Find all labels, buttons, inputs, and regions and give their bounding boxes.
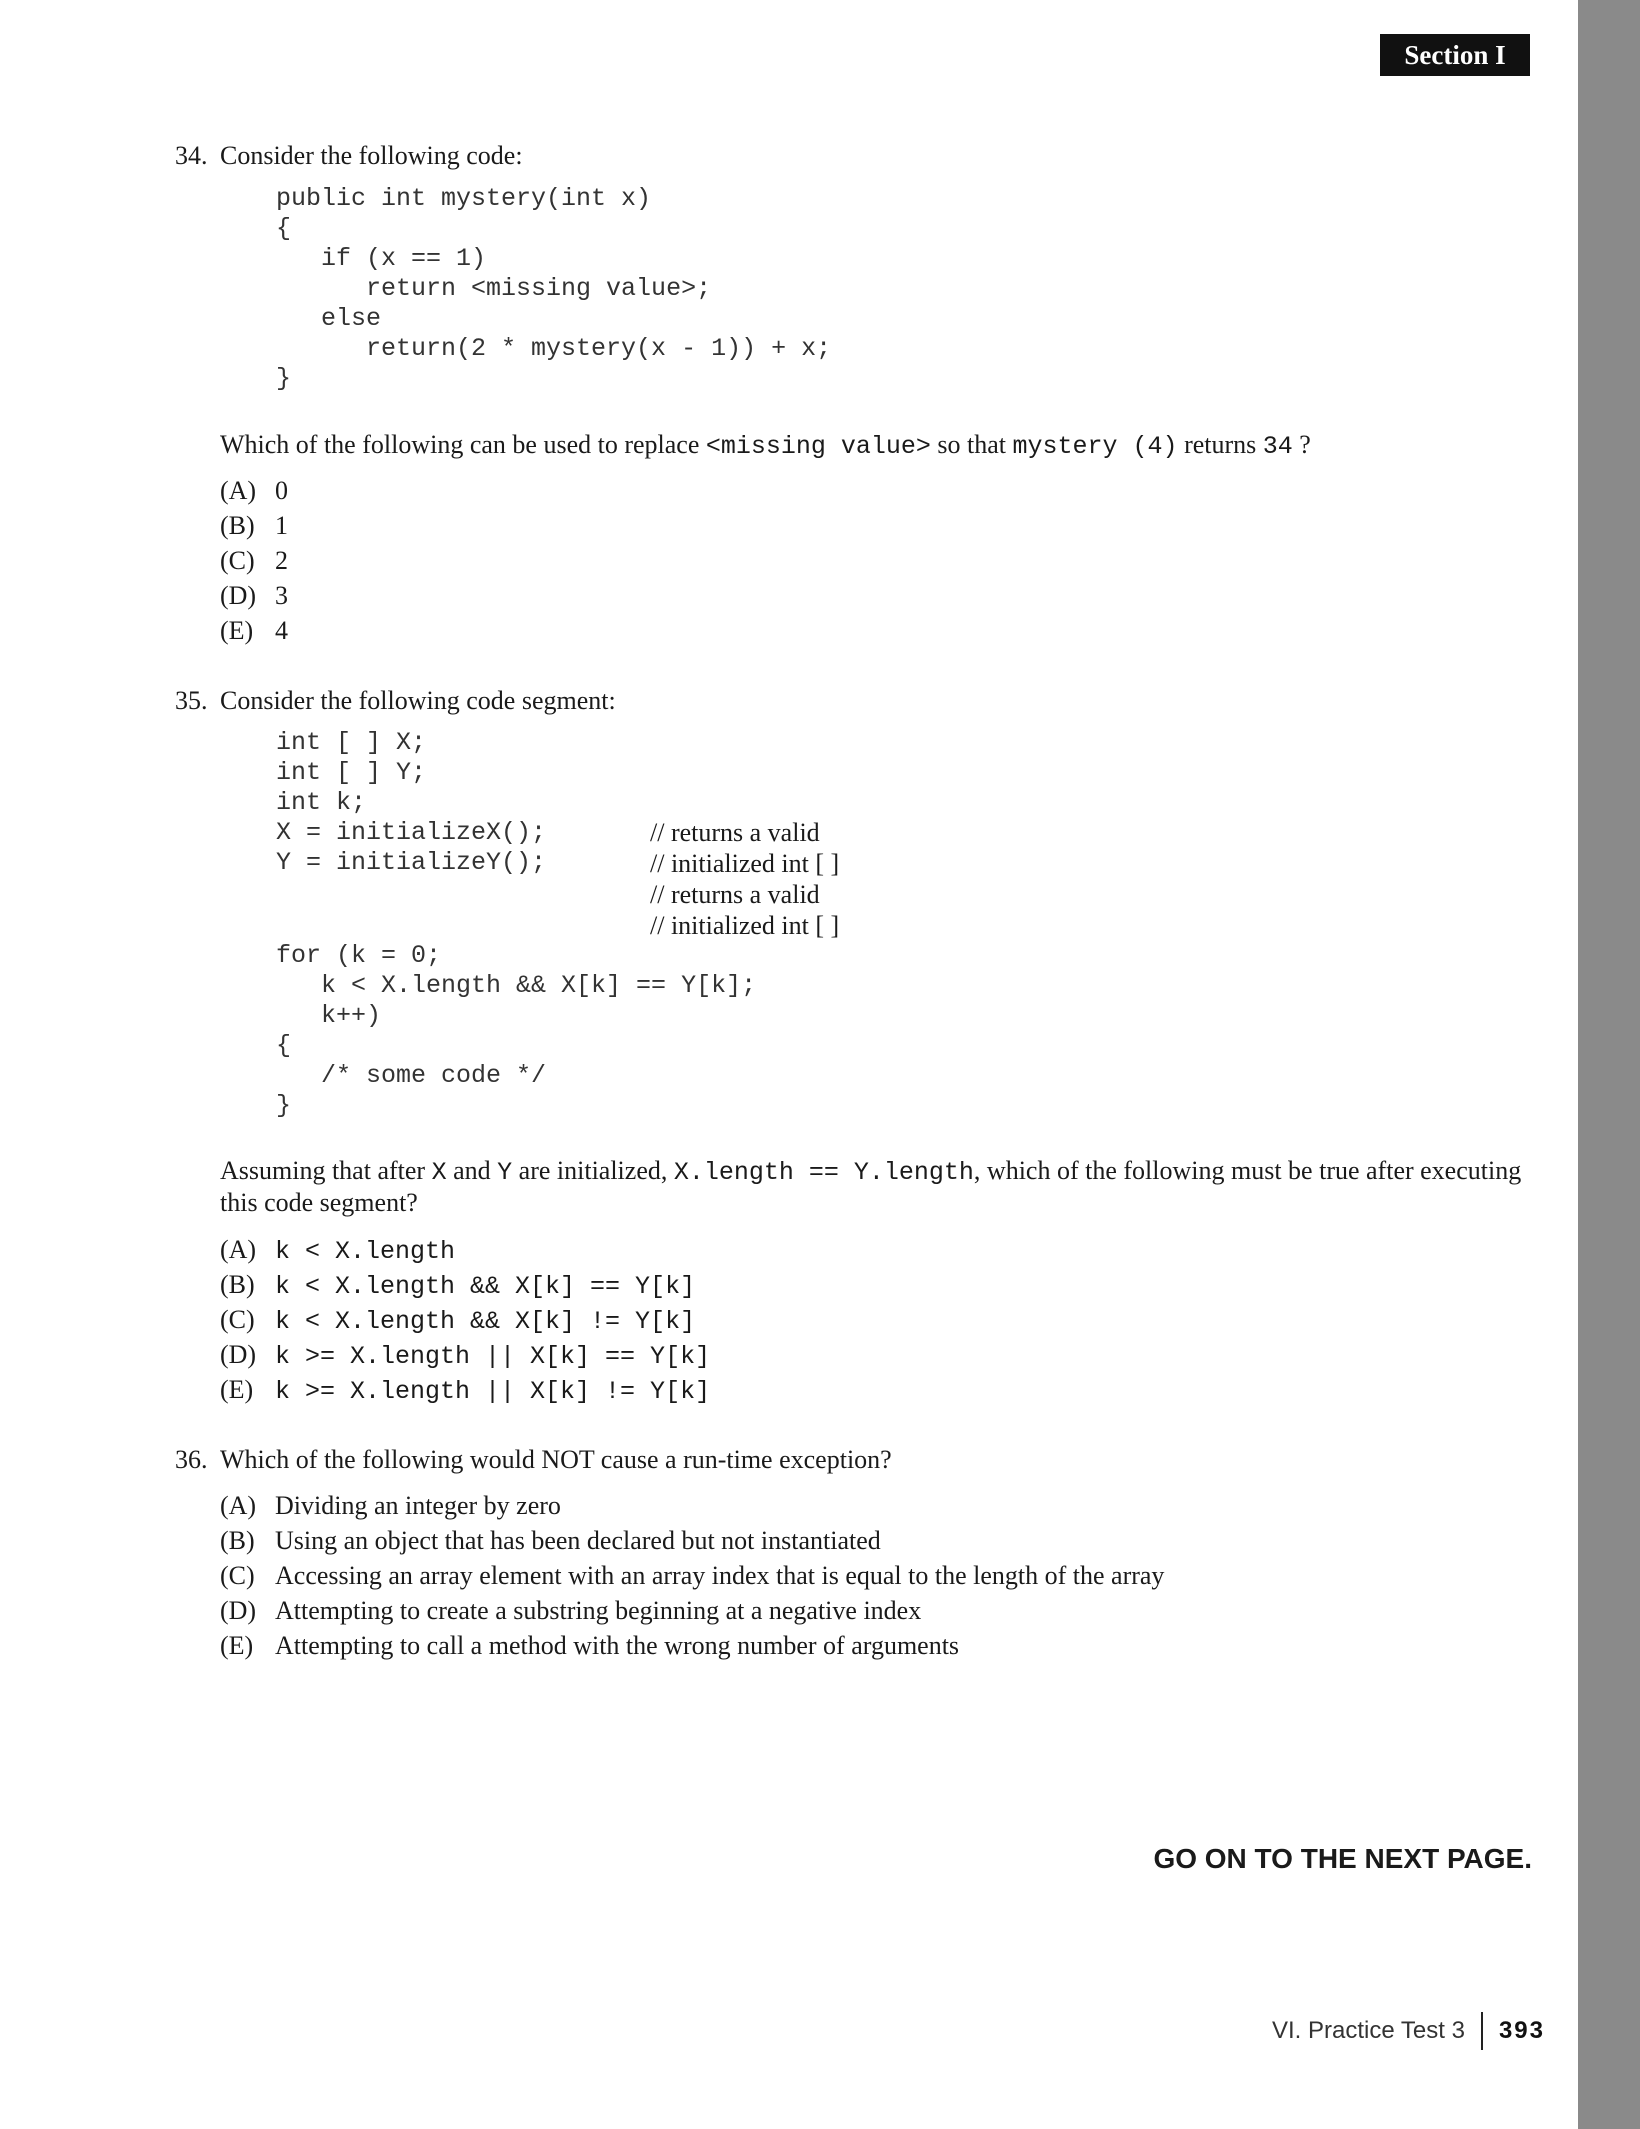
q34-option-e[interactable]: [220, 615, 288, 647]
text-segment: ?: [1292, 430, 1311, 459]
code-line: int [ ] X;: [276, 728, 427, 757]
text-segment: returns: [1177, 430, 1263, 459]
inline-code: X: [431, 1158, 447, 1187]
option-letter: (A): [220, 1235, 257, 1264]
question-36-number: 36.: [175, 1445, 208, 1474]
option-letter: (D): [220, 1340, 257, 1369]
question-34-number: 34.: [175, 141, 208, 170]
book-section-label: VI. Practice Test 3: [1271, 2017, 1465, 2044]
code-comment: // returns a valid: [650, 818, 820, 847]
inline-code: 34: [1262, 432, 1293, 461]
option-text: k < X.length && X[k] == Y[k]: [275, 1272, 696, 1301]
code-line: public int mystery(int x): [276, 184, 652, 213]
q34-option-d[interactable]: [220, 580, 288, 612]
q36-option-b[interactable]: [220, 1525, 881, 1557]
code-line: int k;: [276, 788, 367, 817]
inline-code: X.length == Y.length: [673, 1158, 974, 1187]
code-line: for (k = 0;: [276, 941, 442, 970]
option-text: Dividing an integer by zero: [275, 1491, 561, 1520]
inline-code: Y: [497, 1158, 513, 1187]
option-letter: (E): [220, 616, 254, 645]
option-text: Using an object that has been declared but not instantiated: [275, 1526, 881, 1555]
text-segment: Assuming that after: [220, 1156, 432, 1185]
question-35-code-declarations: [276, 728, 546, 878]
code-comment: // initialized int [ ]: [650, 911, 840, 940]
code-line: else: [276, 304, 382, 333]
option-text: Attempting to create a substring beginning at a negative index: [275, 1596, 922, 1625]
option-letter: (A): [220, 1491, 257, 1520]
q36-option-d[interactable]: [220, 1595, 921, 1627]
section-label: Section I: [1380, 34, 1530, 76]
question-34-text: [220, 429, 1311, 463]
option-text: k >= X.length || X[k] == Y[k]: [275, 1342, 711, 1371]
option-letter: (A): [220, 476, 257, 505]
inline-code: mystery (4): [1012, 432, 1178, 461]
q35-option-e[interactable]: [220, 1374, 710, 1408]
code-line: Y = initializeY();: [276, 848, 547, 877]
q35-option-a[interactable]: [220, 1234, 455, 1268]
option-text: Accessing an array element with an array index that is equal to the length of the array: [275, 1561, 1165, 1590]
code-line: X = initializeX();: [276, 818, 547, 847]
code-line: {: [276, 1031, 292, 1060]
option-text: k < X.length && X[k] != Y[k]: [275, 1307, 696, 1336]
question-35-comments: [650, 817, 839, 941]
go-on-next-page: GO ON TO THE NEXT PAGE.: [1153, 1843, 1532, 1874]
q36-option-a[interactable]: [220, 1490, 561, 1522]
option-text: 1: [275, 511, 288, 540]
option-letter: (E): [220, 1631, 254, 1660]
question-34-code: [276, 184, 831, 394]
text-segment: Which of the following can be used to replace: [220, 430, 706, 459]
page-edge-bar: [1578, 0, 1640, 2129]
inline-code: <missing value>: [705, 432, 931, 461]
code-line: }: [276, 1091, 292, 1120]
code-comment: // initialized int [ ]: [650, 849, 840, 878]
question-35-prompt: Consider the following code segment:: [220, 686, 616, 715]
code-comment: // returns a valid: [650, 880, 820, 909]
q35-option-b[interactable]: [220, 1269, 695, 1303]
option-letter: (B): [220, 511, 255, 540]
question-35-number: 35.: [175, 686, 208, 715]
q36-option-c[interactable]: [220, 1560, 1164, 1592]
option-text: Attempting to call a method with the wrong number of arguments: [275, 1631, 960, 1660]
option-text: k < X.length: [275, 1237, 456, 1266]
option-letter: (E): [220, 1375, 254, 1404]
option-text: 4: [275, 616, 288, 645]
option-text: 2: [275, 546, 288, 575]
q35-option-c[interactable]: [220, 1304, 695, 1338]
q34-option-a[interactable]: [220, 475, 288, 507]
question-36-prompt: Which of the following would NOT cause a run-time exception?: [220, 1445, 892, 1474]
page-footer: [1150, 2010, 1545, 2052]
option-text: 3: [275, 581, 288, 610]
code-line: return <missing value>;: [276, 274, 712, 303]
text-segment: and: [446, 1156, 498, 1185]
option-letter: (D): [220, 581, 257, 610]
text-segment: , which of the following must be true after executing: [973, 1156, 1522, 1185]
text-segment: so that: [930, 430, 1013, 459]
q34-option-b[interactable]: [220, 510, 288, 542]
option-letter: (D): [220, 1596, 257, 1625]
code-line: int [ ] Y;: [276, 758, 427, 787]
question-35-code-loop: [276, 941, 756, 1121]
option-letter: (C): [220, 1561, 255, 1590]
q34-option-c[interactable]: [220, 545, 288, 577]
option-letter: (B): [220, 1270, 255, 1299]
option-letter: (C): [220, 1305, 255, 1334]
code-line: }: [276, 364, 292, 393]
text-segment: are initialized,: [512, 1156, 674, 1185]
code-line: if (x == 1): [276, 244, 487, 273]
code-line: /* some code */: [276, 1061, 547, 1090]
code-line: return(2 * mystery(x - 1)) + x;: [276, 334, 832, 363]
footer-divider: [1481, 2012, 1483, 2050]
option-letter: (B): [220, 1526, 255, 1555]
option-letter: (C): [220, 546, 255, 575]
option-text: k >= X.length || X[k] != Y[k]: [275, 1377, 711, 1406]
page-number: 393: [1498, 2017, 1545, 2044]
question-35-text-line2: this code segment?: [220, 1188, 418, 1217]
question-35-text: [220, 1155, 1521, 1189]
q35-option-d[interactable]: [220, 1339, 710, 1373]
code-line: {: [276, 214, 292, 243]
option-text: 0: [275, 476, 288, 505]
question-34-prompt: Consider the following code:: [220, 141, 523, 170]
code-line: k++): [276, 1001, 382, 1030]
q36-option-e[interactable]: [220, 1630, 959, 1662]
code-line: k < X.length && X[k] == Y[k];: [276, 971, 757, 1000]
